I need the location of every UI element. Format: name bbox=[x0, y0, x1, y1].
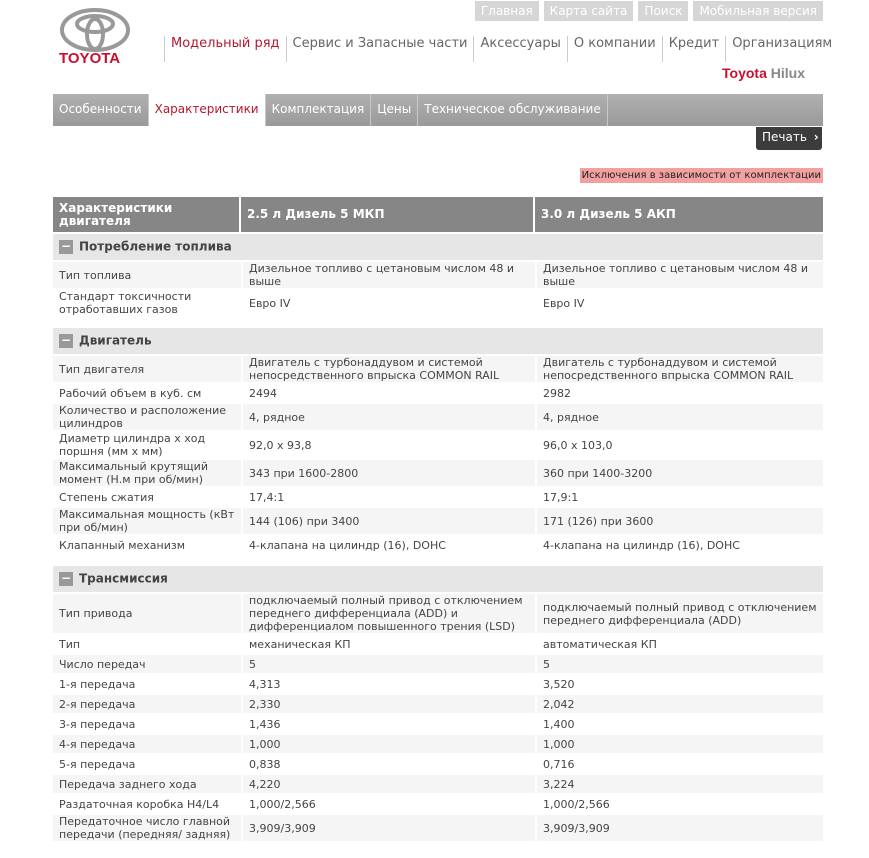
tab-prices[interactable]: Цены bbox=[371, 94, 418, 126]
sitemap-link[interactable]: Карта сайта bbox=[544, 1, 634, 21]
nav-service[interactable]: Сервис и Запасные части bbox=[286, 36, 474, 62]
table-cell: 96,0 x 103,0 bbox=[535, 432, 823, 458]
table-cell: 360 при 1400-3200 bbox=[535, 460, 823, 486]
table-cell: Тип bbox=[59, 637, 81, 651]
table-cell: 1,000/2,566 bbox=[241, 795, 535, 813]
table-cell: 3,224 bbox=[535, 775, 823, 793]
table-cell: автоматическая КП bbox=[535, 635, 823, 653]
tab-maintenance[interactable]: Техническое обслуживание bbox=[418, 94, 608, 126]
section-spacer bbox=[53, 318, 823, 326]
table-row bbox=[53, 815, 823, 841]
table-row bbox=[53, 508, 823, 534]
table-cell: 4, рядное bbox=[535, 404, 823, 430]
table-cell: Клапанный механизм bbox=[59, 538, 186, 552]
table-cell: 1,000 bbox=[241, 735, 535, 753]
table-cell: Дизельное топливо с цетановым числом 48 и выше bbox=[535, 262, 823, 288]
section-header[interactable] bbox=[53, 566, 823, 592]
table-cell: 3,909/3,909 bbox=[241, 815, 535, 841]
table-cell: Максимальный крутящий момент (Н.м при об/мин) bbox=[53, 460, 241, 486]
table-cell: подключаемый полный привод с отключением переднего дифференциала (ADD) и дифференциалом повышенного трения (LSD) bbox=[241, 594, 535, 633]
print-button[interactable] bbox=[756, 127, 822, 150]
top-links bbox=[475, 1, 823, 21]
table-cell: 3,520 bbox=[535, 675, 823, 693]
header-cell: Характеристики двигателя bbox=[53, 197, 241, 232]
mobile-version-link[interactable]: Мобильная версия bbox=[693, 1, 823, 21]
search-link[interactable]: Поиск bbox=[638, 1, 688, 21]
header-cell: 3.0 л Дизель 5 АКП bbox=[535, 197, 823, 232]
tab-features[interactable]: Особенности bbox=[53, 94, 149, 126]
table-cell: Евро IV bbox=[241, 290, 535, 316]
model-name: Hilux bbox=[770, 65, 805, 81]
sub-nav bbox=[53, 94, 823, 126]
table-cell: 17,9:1 bbox=[535, 488, 823, 506]
table-cell: 4-я передача bbox=[53, 735, 241, 753]
table-cell: 4, рядное bbox=[241, 404, 535, 430]
table-row bbox=[53, 290, 823, 316]
table-cell: 1-я передача bbox=[59, 677, 136, 691]
table-cell: 144 (106) при 3400 bbox=[241, 508, 535, 534]
nav-model-range[interactable]: Модельный ряд bbox=[164, 36, 286, 62]
table-row bbox=[53, 460, 823, 486]
table-cell: Максимальная мощность (кВт при об/мин) bbox=[53, 508, 241, 534]
table-cell: 1,400 bbox=[535, 715, 823, 733]
table-cell: механическая КП bbox=[241, 635, 535, 653]
table-row bbox=[53, 775, 823, 793]
model-brand: Toyota bbox=[722, 65, 767, 81]
header-cell: 2.5 л Дизель 5 МКП bbox=[241, 197, 535, 232]
table-cell: Стандарт токсичности отработавших газов bbox=[59, 290, 192, 316]
table-cell: 1,000 bbox=[535, 735, 823, 753]
table-cell: Число передач bbox=[53, 655, 241, 673]
main-nav bbox=[164, 36, 838, 62]
section-spacer bbox=[53, 556, 823, 564]
table-cell: 2982 bbox=[535, 384, 823, 402]
table-row bbox=[53, 695, 823, 713]
section-header[interactable] bbox=[53, 328, 823, 354]
print-label: Печать bbox=[762, 130, 807, 144]
table-cell: 4-клапана на цилиндр (16), DOHC bbox=[241, 536, 535, 554]
logo-text: TOYOTA bbox=[59, 50, 121, 67]
nav-accessories[interactable]: Аксессуары bbox=[473, 36, 566, 62]
toyota-logo[interactable] bbox=[58, 8, 132, 66]
arrow-right-icon: › bbox=[813, 130, 819, 144]
table-cell: 92,0 x 93,8 bbox=[241, 432, 535, 458]
table-cell: подключаемый полный привод с отключением переднего дифференциала (ADD) bbox=[535, 594, 823, 633]
tab-equipment[interactable]: Комплектация bbox=[266, 94, 372, 126]
table-cell: Двигатель с турбонаддувом и системой непосредственного впрыска COMMON RAIL bbox=[535, 356, 823, 382]
table-cell: 17,4:1 bbox=[241, 488, 535, 506]
home-link[interactable]: Главная bbox=[475, 1, 539, 21]
table-row bbox=[53, 675, 823, 693]
table-cell: 2-я передача bbox=[53, 695, 241, 713]
table-cell: Евро IV bbox=[535, 290, 823, 316]
table-cell: 3-я передача bbox=[59, 717, 136, 731]
table-cell: Диаметр цилиндра х ход поршня (мм х мм) bbox=[59, 432, 206, 458]
nav-about[interactable]: О компании bbox=[567, 36, 662, 62]
table-cell: Количество и расположение цилиндров bbox=[53, 404, 241, 430]
table-cell: Передаточное число главной передачи (передняя/ задняя) bbox=[53, 815, 241, 841]
table-cell: 5 bbox=[535, 655, 823, 673]
table-cell: 2,042 bbox=[535, 695, 823, 713]
table-cell: 2494 bbox=[241, 384, 535, 402]
table-cell: 1,436 bbox=[241, 715, 535, 733]
table-cell: Дизельное топливо с цетановым числом 48 и выше bbox=[241, 262, 535, 288]
table-cell: 2,330 bbox=[241, 695, 535, 713]
table-cell: 5 bbox=[241, 655, 535, 673]
table-cell: Двигатель с турбонаддувом и системой непосредственного впрыска COMMON RAIL bbox=[241, 356, 535, 382]
table-row bbox=[53, 795, 823, 813]
table-cell: 3,909/3,909 bbox=[535, 815, 823, 841]
nav-credit[interactable]: Кредит bbox=[662, 36, 726, 62]
section-title: Двигатель bbox=[79, 333, 152, 348]
table-cell: Раздаточная коробка H4/L4 bbox=[59, 797, 220, 811]
section-title: Трансмиссия bbox=[79, 571, 168, 586]
table-row bbox=[53, 536, 823, 554]
spec-table bbox=[53, 195, 823, 843]
table-cell: 0,716 bbox=[535, 755, 823, 773]
table-cell: Тип топлива bbox=[53, 262, 241, 288]
table-row bbox=[53, 262, 823, 288]
table-cell: 4,220 bbox=[241, 775, 535, 793]
table-cell: Передача заднего хода bbox=[53, 775, 241, 793]
table-row bbox=[53, 384, 823, 402]
table-header bbox=[53, 197, 823, 232]
table-row bbox=[53, 755, 823, 773]
exceptions-note: Исключения в зависимости от комплектации bbox=[581, 170, 821, 181]
toyota-emblem-icon bbox=[58, 8, 132, 52]
table-cell: 0,838 bbox=[241, 755, 535, 773]
table-cell: 5-я передача bbox=[59, 757, 136, 771]
model-title bbox=[722, 65, 805, 81]
collapse-icon[interactable]: − bbox=[60, 239, 72, 253]
nav-organizations[interactable]: Организациям bbox=[725, 36, 838, 62]
table-cell: 4,313 bbox=[241, 675, 535, 693]
table-row bbox=[53, 715, 823, 733]
table-row bbox=[53, 655, 823, 673]
tab-specifications[interactable]: Характеристики bbox=[149, 94, 266, 126]
collapse-icon[interactable]: − bbox=[60, 571, 72, 585]
table-row bbox=[53, 594, 823, 633]
section-header[interactable] bbox=[53, 234, 823, 260]
table-cell: Тип привода bbox=[53, 594, 241, 633]
table-row bbox=[53, 432, 823, 458]
table-cell: 171 (126) при 3600 bbox=[535, 508, 823, 534]
table-cell: 4-клапана на цилиндр (16), DOHC bbox=[535, 536, 823, 554]
section-title: Потребление топлива bbox=[79, 239, 232, 254]
table-row bbox=[53, 735, 823, 753]
table-row bbox=[53, 635, 823, 653]
table-cell: Тип двигателя bbox=[53, 356, 241, 382]
table-row bbox=[53, 356, 823, 382]
table-cell: Степень сжатия bbox=[59, 490, 154, 504]
table-row bbox=[53, 404, 823, 430]
table-row bbox=[53, 488, 823, 506]
collapse-icon[interactable]: − bbox=[60, 333, 72, 347]
table-cell: Рабочий объем в куб. см bbox=[59, 386, 202, 400]
table-cell: 1,000/2,566 bbox=[535, 795, 823, 813]
table-cell: 343 при 1600-2800 bbox=[241, 460, 535, 486]
